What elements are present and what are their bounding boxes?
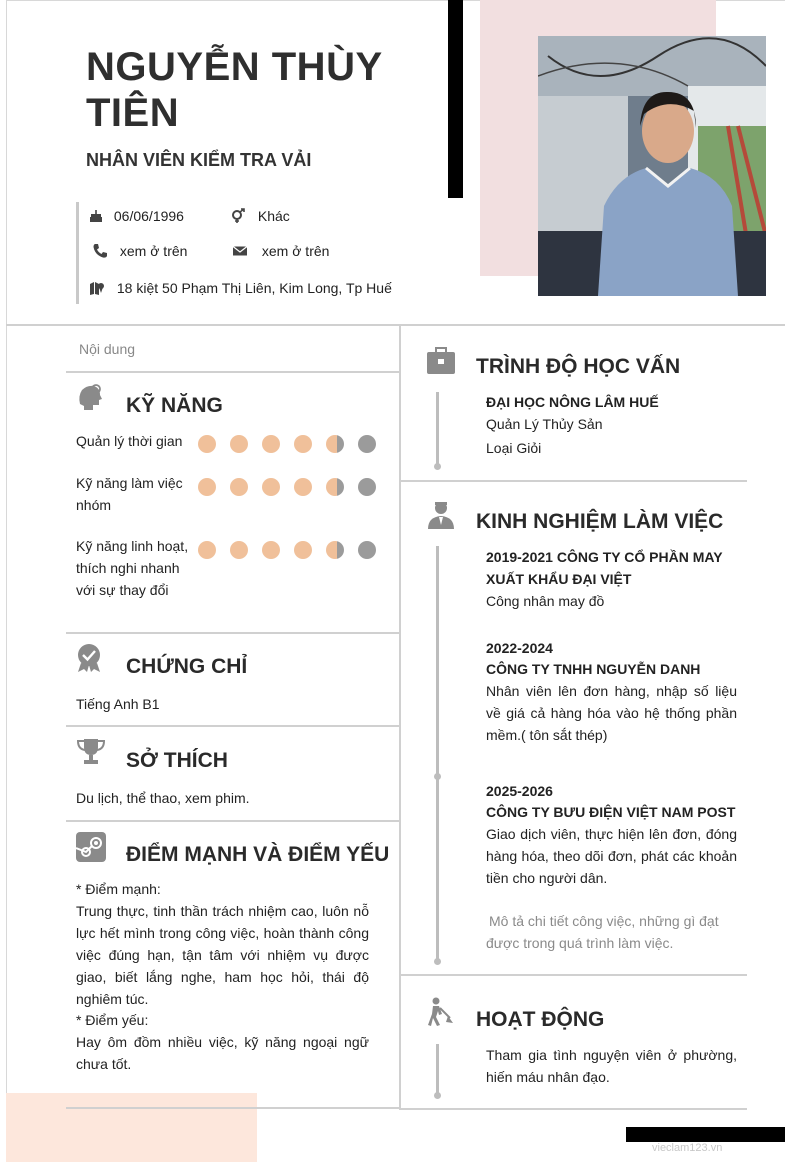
column-divider bbox=[399, 326, 401, 1110]
volunteer-icon bbox=[424, 996, 454, 1026]
brain-icon bbox=[76, 382, 106, 412]
cake-icon bbox=[88, 208, 104, 224]
job3-period: 2025-2026 bbox=[486, 783, 553, 799]
user-tie-icon bbox=[426, 500, 456, 530]
job2-description: Nhân viên lên đơn hàng, nhập số liệu về giá cả hàng hóa vào hệ thống phần mềm.( tôn sắt thép) bbox=[486, 683, 737, 743]
strengths-title: ĐIỂM MẠNH VÀ ĐIỂM YẾU bbox=[126, 843, 390, 866]
experience-title: KINH NGHIỆM LÀM VIỆC bbox=[476, 510, 724, 533]
timeline-node bbox=[434, 463, 441, 470]
rating-dot bbox=[198, 435, 216, 453]
weakness-heading: * Điểm yếu: bbox=[76, 1012, 149, 1028]
rating-dot bbox=[326, 478, 344, 496]
rating-dot bbox=[294, 541, 312, 559]
trophy-icon bbox=[76, 737, 106, 767]
rating-dot bbox=[262, 435, 280, 453]
phone-row bbox=[92, 243, 187, 259]
gender-row bbox=[230, 208, 290, 224]
phone-icon bbox=[92, 243, 108, 259]
email-row bbox=[232, 243, 329, 259]
certificates-text: Tiếng Anh B1 bbox=[76, 696, 160, 712]
section-divider bbox=[66, 1107, 399, 1109]
rating-dot bbox=[326, 541, 344, 559]
skill-rating bbox=[198, 541, 378, 561]
map-marker-icon bbox=[89, 280, 105, 296]
address-value: 18 kiệt 50 Phạm Thị Liên, Kim Long, Tp Huế bbox=[116, 280, 392, 296]
rating-dot bbox=[230, 541, 248, 559]
skill-label: Kỹ năng làm việc nhóm bbox=[76, 475, 183, 513]
rating-dot bbox=[230, 478, 248, 496]
rating-dot bbox=[358, 478, 376, 496]
rating-dot bbox=[358, 541, 376, 559]
decorative-black-bar bbox=[448, 0, 463, 198]
section-divider bbox=[401, 974, 747, 976]
section-divider bbox=[66, 632, 399, 634]
header-divider bbox=[6, 324, 785, 326]
steam-icon bbox=[76, 832, 106, 862]
skill-rating bbox=[198, 435, 378, 455]
dob-value: 06/06/1996 bbox=[113, 208, 184, 224]
gender-value: Khác bbox=[257, 208, 290, 224]
job1-description: Công nhân may đồ bbox=[486, 593, 605, 609]
rating-dot bbox=[358, 435, 376, 453]
rating-dot bbox=[294, 478, 312, 496]
timeline-line bbox=[436, 546, 439, 962]
education-title: TRÌNH ĐỘ HỌC VẤN bbox=[476, 355, 681, 378]
phone-value: xem ở trên bbox=[119, 243, 188, 259]
skill-label: Quản lý thời gian bbox=[76, 433, 183, 449]
timeline-line bbox=[436, 1044, 439, 1096]
weakness-text: Hay ôm đồm nhiều việc, kỹ năng ngoại ngữ chưa tốt. bbox=[76, 1034, 369, 1072]
job-title: NHÂN VIÊN KIỂM TRA VẢI bbox=[86, 150, 312, 170]
education-grade: Loại Giỏi bbox=[486, 440, 542, 456]
award-icon bbox=[75, 643, 105, 673]
skill-rating bbox=[198, 478, 378, 498]
education-school: ĐẠI HỌC NÔNG LÂM HUẾ bbox=[486, 394, 659, 410]
section-divider bbox=[401, 1108, 747, 1110]
decorative-black-strip bbox=[626, 1127, 785, 1142]
decorative-peach-block bbox=[6, 1093, 257, 1162]
dob-row bbox=[88, 208, 184, 224]
gender-icon bbox=[230, 208, 246, 224]
certificates-title: CHỨNG CHỈ bbox=[126, 655, 248, 678]
rating-dot bbox=[326, 435, 344, 453]
email-value: xem ở trên bbox=[261, 243, 330, 259]
job1-heading: 2019-2021 CÔNG TY CỔ PHẦN MAY XUẤT KHẨU ĐẠI VIỆT bbox=[486, 549, 723, 587]
skill-label: Kỹ năng linh hoạt, thích nghi nhanh với sự thay đổi bbox=[76, 538, 189, 598]
watermark: vieclam123.vn bbox=[652, 1142, 723, 1154]
activities-text: Tham gia tình nguyện viên ở phường, hiến máu nhân đạo. bbox=[486, 1047, 737, 1085]
briefcase-icon bbox=[426, 346, 456, 376]
section-divider bbox=[66, 725, 399, 727]
job2-company: CÔNG TY TNHH NGUYỄN DANH bbox=[486, 661, 701, 677]
job3-company: CÔNG TY BƯU ĐIỆN VIỆT NAM POST bbox=[486, 804, 736, 820]
rating-dot bbox=[294, 435, 312, 453]
strength-text: Trung thực, tinh thần trách nhiệm cao, luôn nỗ lực hết mình trong công việc, hoàn thành công việc đúng hạn, tận tâm với nhiệm vụ được giao, biết lắng nghe, ham học hỏi, thái độ nghiêm túc. bbox=[76, 903, 369, 1007]
rating-dot bbox=[198, 541, 216, 559]
candidate-name: NGUYỄN THÙY TIÊN bbox=[86, 45, 382, 135]
rating-dot bbox=[262, 478, 280, 496]
timeline-node bbox=[434, 773, 441, 780]
hobbies-title: SỞ THÍCH bbox=[126, 749, 228, 772]
address-row bbox=[89, 280, 392, 296]
job2-period: 2022-2024 bbox=[486, 640, 553, 656]
education-major: Quản Lý Thủy Sản bbox=[486, 416, 603, 432]
activities-title: HOẠT ĐỘNG bbox=[476, 1008, 605, 1031]
section-divider bbox=[401, 480, 747, 482]
timeline-node bbox=[434, 1092, 441, 1099]
section-divider bbox=[66, 820, 399, 822]
profile-photo bbox=[538, 36, 766, 296]
hobbies-text: Du lịch, thể thao, xem phim. bbox=[76, 790, 250, 806]
strength-heading: * Điểm mạnh: bbox=[76, 881, 161, 897]
timeline-line bbox=[436, 392, 439, 466]
experience-hint: Mô tả chi tiết công việc, những gì đạt được trong quá trình làm việc. bbox=[486, 913, 719, 951]
placeholder-text: Nội dung bbox=[79, 341, 136, 357]
section-divider bbox=[66, 371, 399, 373]
skills-title: KỸ NĂNG bbox=[126, 394, 223, 417]
email-icon bbox=[232, 243, 248, 259]
timeline-node bbox=[434, 958, 441, 965]
job3-description: Giao dịch viên, thực hiện lên đơn, đóng hàng hóa, theo dõi đơn, phát các khoản tiền cho người dân. bbox=[486, 826, 737, 886]
rating-dot bbox=[198, 478, 216, 496]
rating-dot bbox=[262, 541, 280, 559]
rating-dot bbox=[230, 435, 248, 453]
info-divider bbox=[76, 202, 79, 304]
